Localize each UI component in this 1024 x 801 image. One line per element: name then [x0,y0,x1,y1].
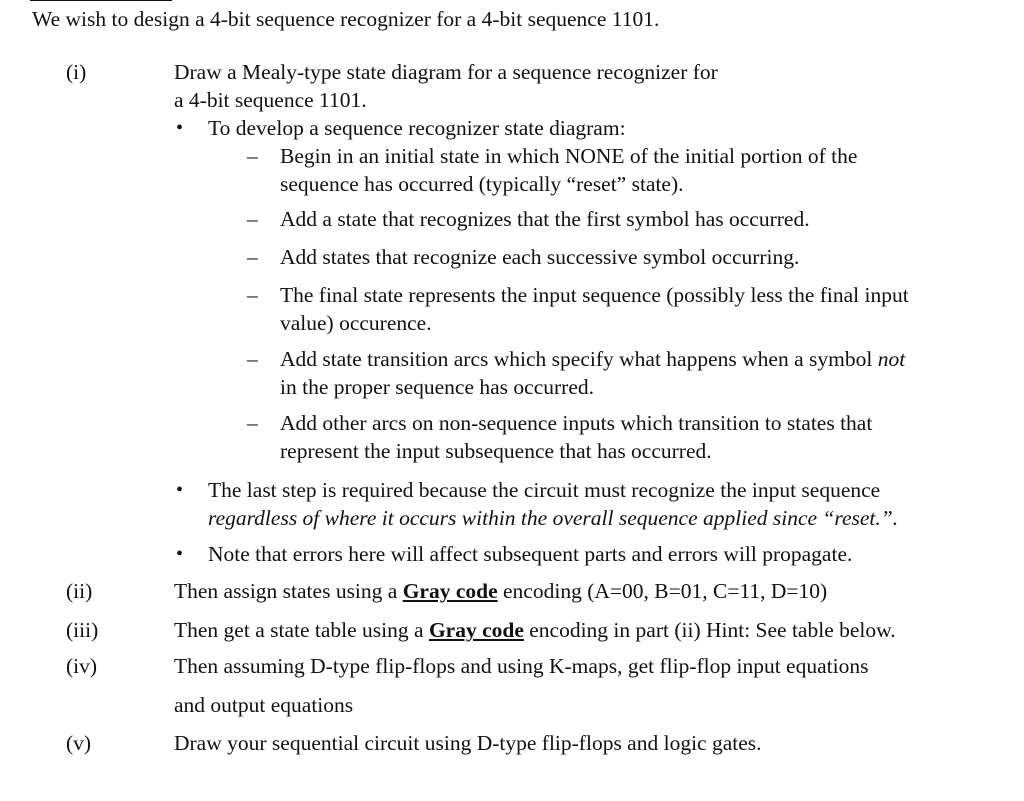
part-number: (i) [66,60,87,84]
part-text: Draw a Mealy-type state diagram for a sequence recognizer for a 4-bit sequence 1101. [174,60,718,112]
bullet-icon: • [176,543,184,565]
step-text: Add other arcs on non-sequence inputs which transition to states that represent the input subsequence that has occurred. [280,411,873,463]
part-number: (v) [66,731,92,755]
part-text: Then assign states using a Gray code encoding (A=00, B=01, C=11, D=10) [174,579,828,603]
dash-icon: – [247,245,258,269]
step-text: Add states that recognize each successive symbol occurring. [280,245,800,269]
emphasis-term: Gray code [428,618,524,642]
dash-icon: – [247,347,258,371]
bullet-text: To develop a sequence recognizer state diagram: [208,116,626,140]
step-text: The final state represents the input sequence (possibly less the final input value) occurence. [280,283,909,335]
part-number: (iii) [66,618,99,642]
step-text: Begin in an initial state in which NONE of the initial portion of the sequence has occurred (typically “reset” state). [280,144,858,196]
part-text: Then assuming D-type flip-flops and using K-maps, get flip-flop input equations and output equations [174,654,869,717]
dash-icon: – [247,144,258,168]
part-text: Then get a state table using a Gray code encoding in part (ii) Hint: See table below. [174,618,896,642]
part-text: Draw your sequential circuit using D-type flip-flops and logic gates. [174,731,762,755]
step-text: Add a state that recognizes that the first symbol has occurred. [280,207,810,231]
dash-icon: – [247,283,258,307]
problem-intro: We wish to design a 4-bit sequence recognizer for a 4-bit sequence 1101. [32,7,660,31]
italic-word: not [877,347,906,371]
dash-icon: – [247,411,258,435]
step-text: Add state transition arcs which specify what happens when a symbol not in the proper sequence has occurred. [280,347,906,399]
part-number: (iv) [66,654,98,678]
bullet-icon: • [176,479,184,501]
part-number: (ii) [66,579,93,603]
emphasis-term: Gray code [402,579,498,603]
bullet-text: The last step is required because the circuit must recognize the input sequence regardless of where it occurs within the overall sequence applied since “reset.”. [208,478,899,530]
bullet-icon: • [176,117,184,139]
bullet-text: Note that errors here will affect subsequent parts and errors will propagate. [208,542,853,566]
top-rule [30,0,172,1]
dash-icon: – [247,207,258,231]
